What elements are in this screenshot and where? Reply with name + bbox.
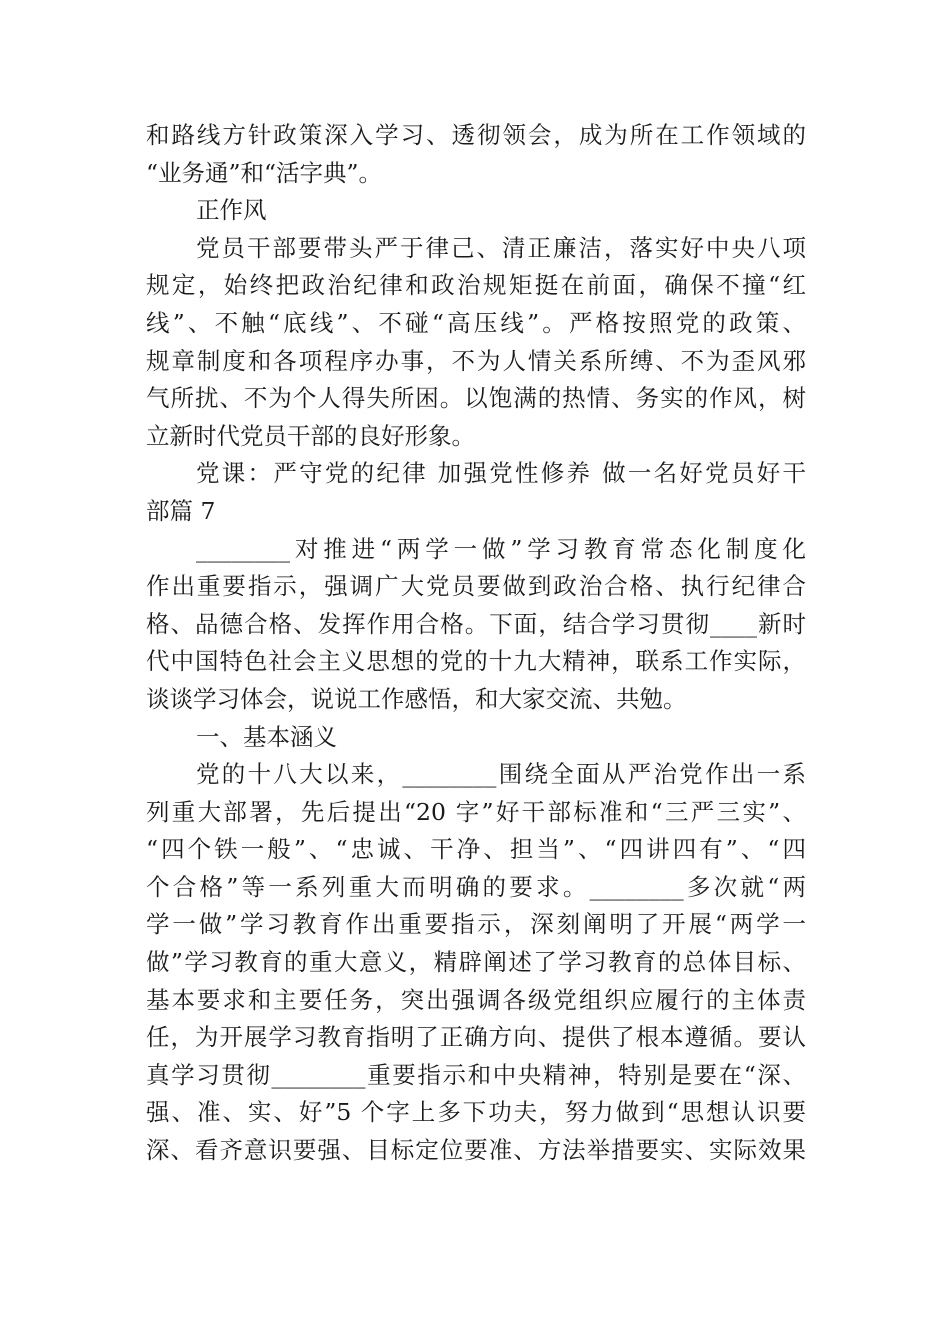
paragraph-line: ________对推进“两学一做”学习教育常态化制度化 xyxy=(196,534,806,563)
paragraph-line: 规章制度和各项程序办事，不为人情关系所缚、不为歪风邪 xyxy=(146,346,806,375)
paragraph-line: 个合格”等一系列重大而明确的要求。________多次就“两 xyxy=(146,872,806,901)
document-body xyxy=(146,117,806,1170)
paragraph-line: 党员干部要带头严于律己、清正廉洁，落实好中央八项 xyxy=(196,233,806,262)
paragraph-line: 和路线方针政策深入学习、透彻领会，成为所在工作领域的 xyxy=(146,121,806,149)
paragraph-line: 深、看齐意识要强、目标定位要准、方法举措要实、实际效果 xyxy=(146,1136,806,1165)
paragraph-line: 格、品德合格、发挥作用合格。下面，结合学习贯彻____新时 xyxy=(146,609,806,638)
paragraph-line: 作出重要指示，强调广大党员要做到政治合格、执行纪律合 xyxy=(146,572,806,601)
paragraph-line: 强、准、实、好”5 个字上多下功夫，努力做到“思想认识要 xyxy=(146,1098,806,1127)
paragraph-line: 党的十八大以来，________围绕全面从严治党作出一系 xyxy=(196,760,806,789)
paragraph-line: 规定，始终把政治纪律和政治规矩挺在前面，确保不撞“红 xyxy=(146,271,806,300)
paragraph-line: 气所扰、不为个人得失所困。以饱满的热情、务实的作风，树 xyxy=(146,384,806,413)
paragraph-line: 基本要求和主要任务，突出强调各级党组织应履行的主体责 xyxy=(146,985,806,1014)
paragraph-line: 谈谈学习体会，说说工作感悟，和大家交流、共勉。 xyxy=(146,684,687,713)
paragraph-line: 列重大部署，先后提出“20 字”好干部标准和“三严三实”、 xyxy=(146,797,806,826)
paragraph-line: 立新时代党员干部的良好形象。 xyxy=(146,421,475,450)
paragraph-line: 线”、不触“底线”、不碰“高压线”。严格按照党的政策、 xyxy=(146,308,806,337)
article-title: 部篇 7 xyxy=(146,496,216,525)
paragraph-line: “业务通”和“活字典”。 xyxy=(146,158,383,187)
paragraph-line: “四个铁一般”、“忠诚、干净、担当”、“四讲四有”、“四 xyxy=(146,835,806,864)
paragraph-line: 做”学习教育的重大意义，精辟阐述了学习教育的总体目标、 xyxy=(146,948,806,977)
section-heading: 一、基本涵义 xyxy=(196,722,337,751)
paragraph-line: 学一做”学习教育作出重要指示，深刻阐明了开展“两学一 xyxy=(146,910,806,939)
paragraph-line: 任，为开展学习教育指明了正确方向、提供了根本遵循。要认 xyxy=(146,1023,806,1052)
article-title: 党课：严守党的纪律 加强党性修养 做一名好党员好干 xyxy=(196,459,806,488)
paragraph-line: 真学习贯彻________重要指示和中央精神，特别是要在“深、 xyxy=(146,1060,806,1089)
paragraph-line: 代中国特色社会主义思想的党的十九大精神，联系工作实际， xyxy=(146,647,806,676)
section-heading: 正作风 xyxy=(196,196,267,225)
